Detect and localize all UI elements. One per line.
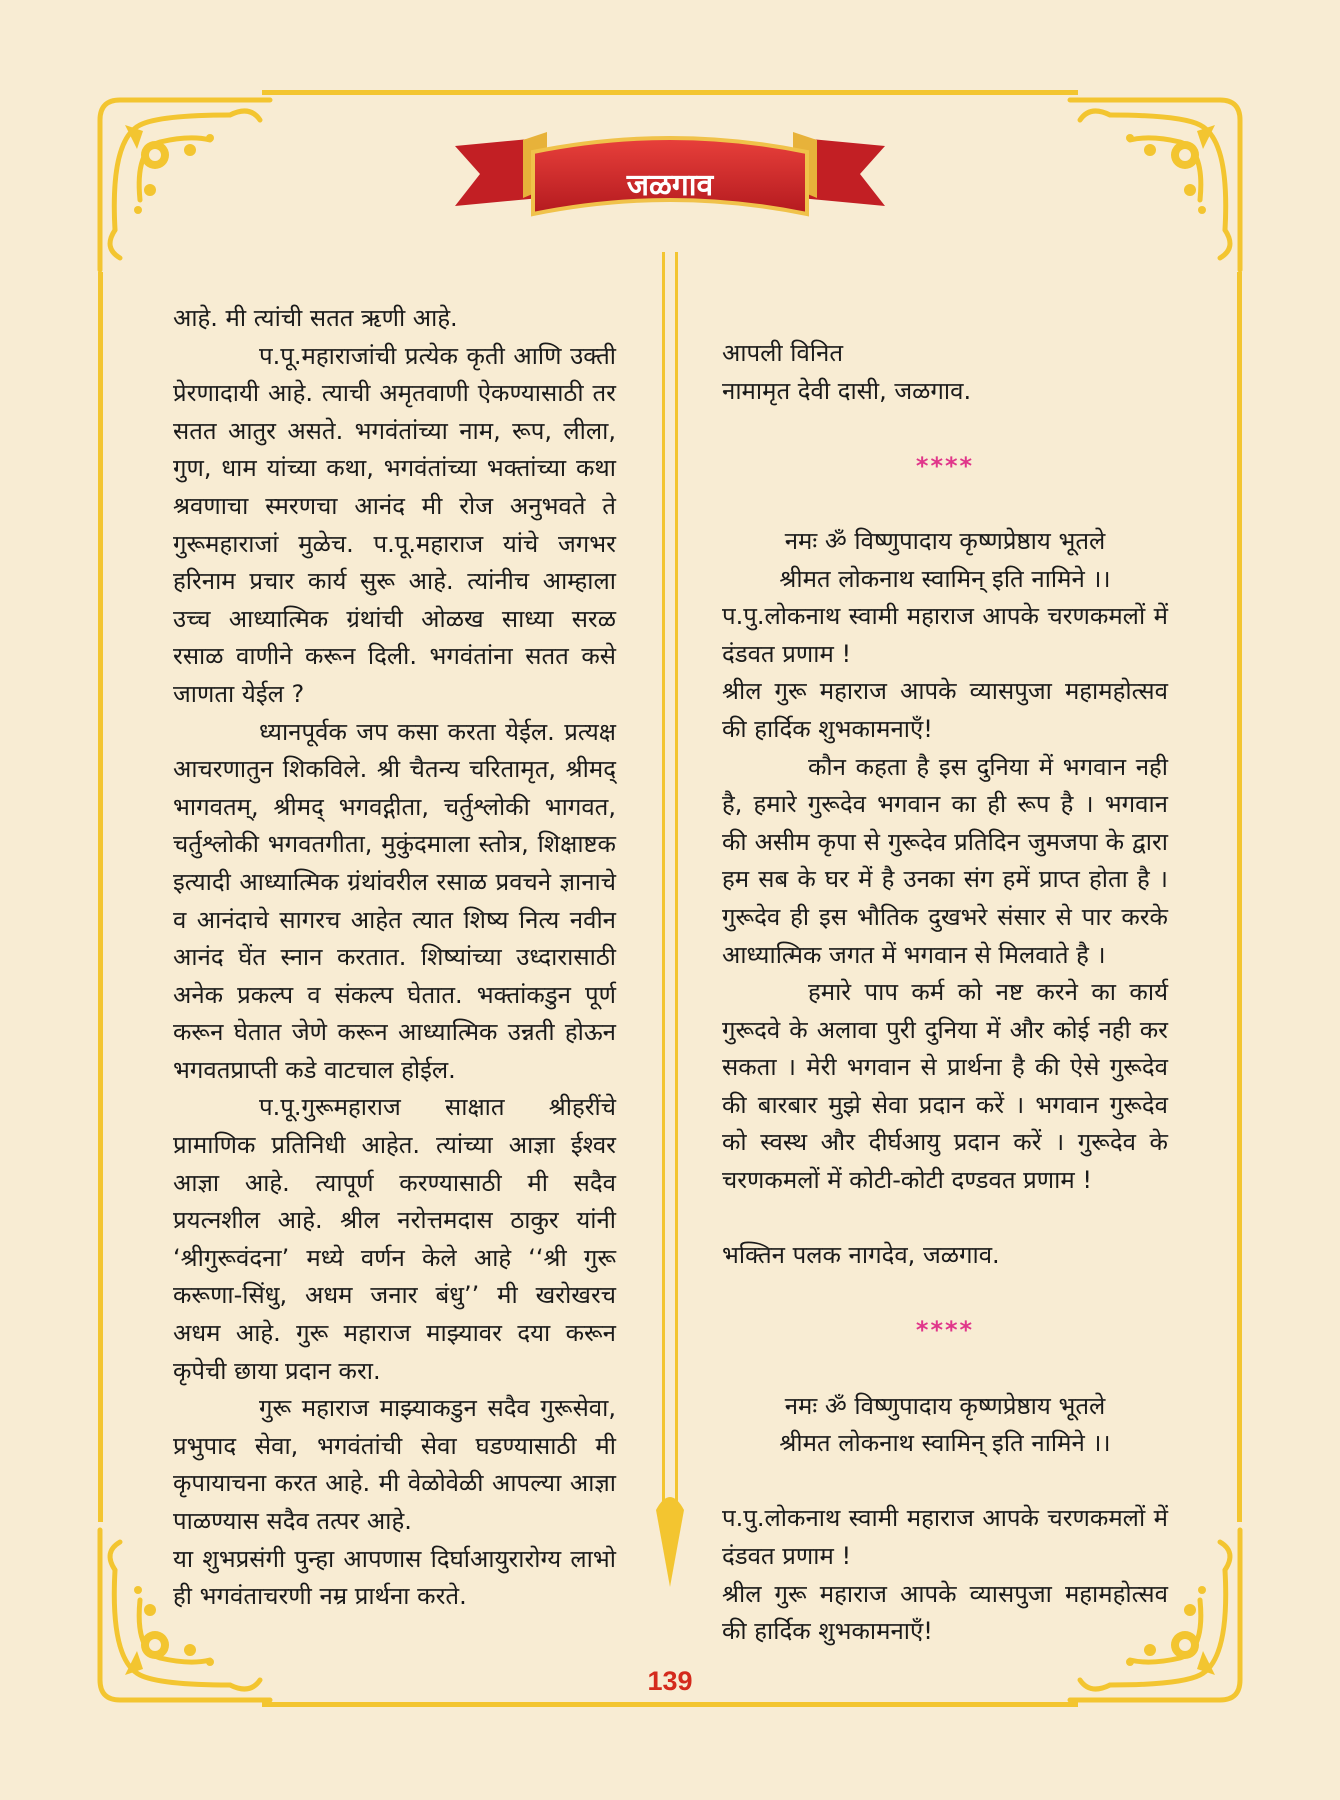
letter3-wish: श्रील गुरू महाराज आपके व्यासपुजा महामहोत्सव की हार्दिक शुभकामनाएँ!: [722, 1579, 1168, 1646]
corner-ornament-top-right: [1060, 80, 1260, 280]
letter2-verse-line2: श्रीमत लोकनाथ स्वामिन् इति नामिने ।।: [779, 564, 1111, 593]
letter3-verse-line1: नमः ॐ विष्णुपादाय कृष्णप्रेष्ठाय भूतले: [784, 1391, 1106, 1420]
letter2-body-1: कौन कहता है इस दुनिया में भगवान नही है, हमारे गुरूदेव भगवान का ही रूप है । भगवान की असीम कृपा से गुरूदेव प्रतिदिन जुमजपा के द्वारा हम सब के घर में है उनका संग हमें प्राप्त होता है । गुरूदेव ही इस भौतिक दुखभरे संसार से पार करके आध्यात्मिक जगत में भगवान से मिलवाते है ।: [722, 752, 1168, 969]
frame-left-line: [98, 272, 103, 1522]
left-paragraph-2: प.पू.महाराजांची प्रत्येक कृती आणि उक्ती प्रेरणादायी आहे. त्याची अमृतवाणी ऐकण्यासाठी तर सतत आतुर असते. भगवंतांच्या नाम, रूप, लीला, गुण, धाम यांच्या कथा, भगवंतांच्या भक्तांच्या कथा श्रवणाचा स्मरणचा आनंद मी रोज अनुभवते ते गुरूमहाराजां मुळेच. प.पू.महाराज यांचे जगभर हरिनाम प्रचार कार्य सुरू आहे. त्यांनीच आम्हाला उच्च आध्यात्मिक ग्रंथांची ओळख साध्या सरळ रसाळ वाणीने करून दिली. भगवंतांना सतत कसे जाणता येईल ?: [173, 341, 616, 708]
letter1-signoff-line1: आपली विनित: [722, 339, 844, 367]
letter2-signature: भक्तिन पलक नागदेव, जळगाव.: [722, 1241, 1000, 1270]
separator-stars-2: ****: [915, 1316, 975, 1345]
left-paragraph-6: या शुभप्रसंगी पुन्हा आपणास दिर्घाआयुरारोग्य लाभो ही भगवंताचरणी नम्र प्रार्थना करते.: [173, 1544, 616, 1611]
left-paragraph-5: गुरू महाराज माझ्याकडुन सदैव गुरूसेवा, प्रभुपाद सेवा, भगवंतांची सेवा घडण्यासाठी मी कृपायाचना करत आहे. मी वेळोवेळी आपल्या आज्ञा पाळण्यास सदैव तत्पर आहे.: [173, 1394, 616, 1535]
corner-ornament-top-left: [80, 80, 280, 280]
left-column: [173, 300, 616, 1616]
letter3-verse-line2: श्रीमत लोकनाथ स्वामिन् इति नामिने ।।: [779, 1429, 1111, 1458]
frame-bottom-line: [262, 1702, 1078, 1707]
page-title: जळगाव: [626, 168, 714, 203]
frame-right-line: [1237, 272, 1242, 1522]
page-number: 139: [647, 1666, 693, 1696]
frame-top-line: [262, 90, 1078, 95]
letter2-wish: श्रील गुरू महाराज आपके व्यासपुजा महामहोत्सव की हार्दिक शुभकामनाएँ!: [722, 677, 1168, 743]
column-divider: [654, 252, 686, 1587]
right-column: [722, 335, 1168, 1651]
letter2-body-2: हमारे पाप कर्म को नष्ट करने का कार्य गुरूदवे के अलावा पुरी दुनिया में और कोई नही कर सकता । मेरी भगवान से प्रार्थना है की ऐसे गुरूदेव की बारबार मुझे सेवा प्रदान करें । भगवान गुरूदेव को स्वस्थ और दीर्घआयु प्रदान करें । गुरूदेव के चरणकमलों में कोटी-कोटी दण्डवत प्रणाम !: [722, 978, 1168, 1195]
separator-stars-1: ****: [915, 451, 975, 480]
left-paragraph-1: आहे. मी त्यांची सतत ऋणी आहे.: [173, 304, 458, 332]
letter3-salutation: प.पु.लोकनाथ स्वामी महाराज आपके चरणकमलों में दंडवत प्रणाम !: [722, 1504, 1168, 1570]
letter2-salutation: प.पु.लोकनाथ स्वामी महाराज आपके चरणकमलों में दंडवत प्रणाम !: [722, 602, 1168, 668]
left-paragraph-3: ध्यानपूर्वक जप कसा करता येईल. प्रत्यक्ष आचरणातुन शिकविले. श्री चैतन्य चरितामृत, श्रीमद् भागवतम्, श्रीमद् भगवद्गीता, चर्तुश्लोकी भागवत, चर्तुश्लोकी भगवतगीता, मुकुंदमाला स्तोत्र, शिक्षाष्टक इत्यादी आध्यात्मिक ग्रंथांवरील रसाळ प्रवचने ज्ञानाचे व आनंदाचे सागरच आहेत त्यात शिष्य नित्य नवीन आनंद घेंत स्नान करतात. शिष्यांच्या उध्दारासाठी अनेक प्रकल्प व संकल्प घेतात. भक्तांकडुन पूर्ण करून घेतात जेणे करून आध्यात्मिक उन्नती होऊन भगवतप्राप्ती कडे वाटचाल होईल.: [173, 717, 616, 1084]
letter2-verse-line1: नमः ॐ विष्णुपादाय कृष्णप्रेष्ठाय भूतले: [784, 526, 1106, 555]
letter1-signoff-line2: नामामृत देवी दासी, जळगाव.: [722, 376, 972, 405]
left-paragraph-4: प.पू.गुरूमहाराज साक्षात श्रीहरींचे प्रामाणिक प्रतिनिधी आहेत. त्यांच्या आज्ञा ईश्वर आज्ञा आहे. त्यापूर्ण करण्यासाठी मी सदैव प्रयत्नशील आहे. श्रील नरोत्तमदास ठाकुर यांनी ‘श्रीगुरूवंदना’ मध्ये वर्णन केले आहे ‘‘श्री गुरू करूणा-सिंधु, अधम जनार बंधु’’ मी खरोखरच अधम आहे. गुरू महाराज माझ्यावर दया करून कृपेची छाया प्रदान करा.: [173, 1093, 616, 1385]
